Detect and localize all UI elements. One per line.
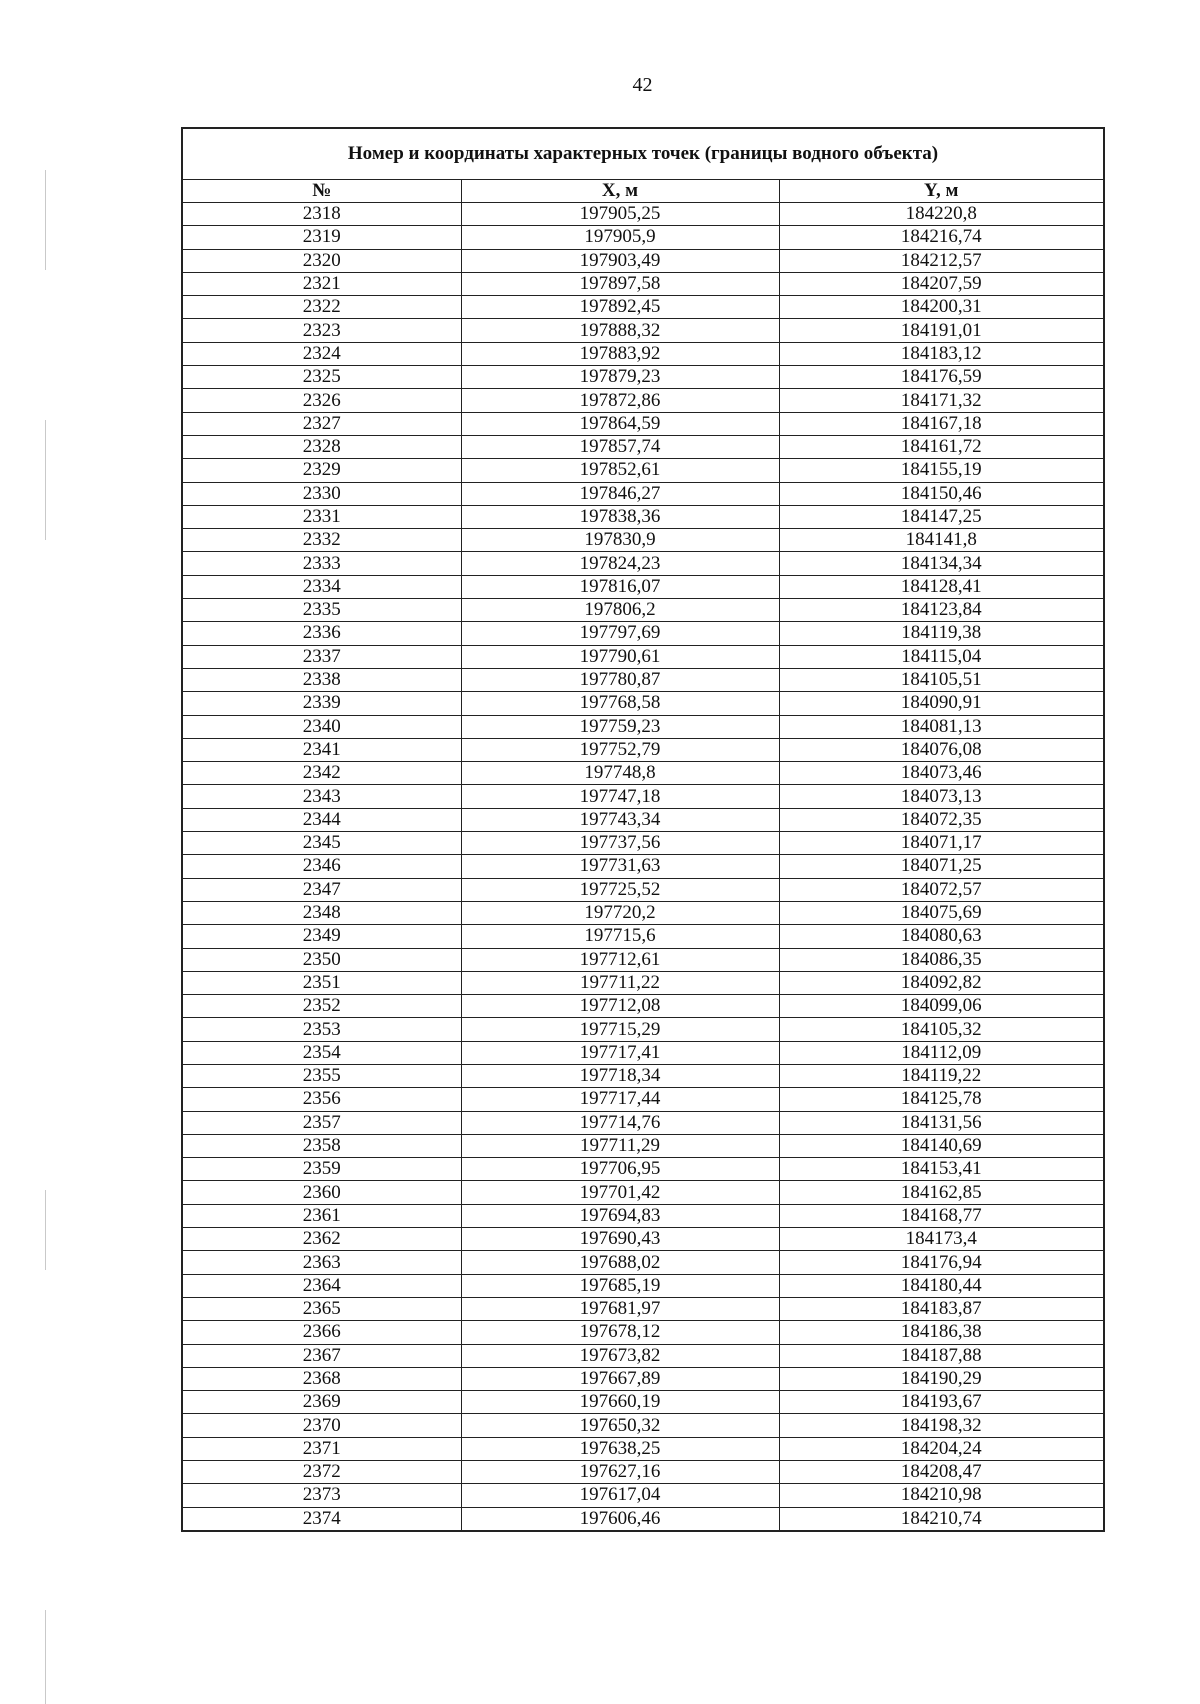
y-coordinate: 184090,91: [779, 692, 1104, 715]
point-number: 2333: [182, 552, 461, 575]
x-coordinate: 197731,63: [461, 855, 779, 878]
table-row: [182, 575, 1104, 598]
y-coordinate: 184147,25: [779, 505, 1104, 528]
x-coordinate: 197824,23: [461, 552, 779, 575]
y-coordinate: 184171,32: [779, 389, 1104, 412]
y-coordinate: 184105,51: [779, 668, 1104, 691]
point-number: 2368: [182, 1367, 461, 1390]
x-coordinate: 197617,04: [461, 1484, 779, 1507]
x-coordinate: 197715,29: [461, 1018, 779, 1041]
table-row: [182, 692, 1104, 715]
y-coordinate: 184190,29: [779, 1367, 1104, 1390]
point-number: 2372: [182, 1461, 461, 1484]
table-row: [182, 1111, 1104, 1134]
point-number: 2345: [182, 832, 461, 855]
y-coordinate: 184134,34: [779, 552, 1104, 575]
y-coordinate: 184204,24: [779, 1437, 1104, 1460]
point-number: 2349: [182, 925, 461, 948]
table-row: [182, 855, 1104, 878]
x-coordinate: 197714,76: [461, 1111, 779, 1134]
y-coordinate: 184099,06: [779, 995, 1104, 1018]
y-coordinate: 184123,84: [779, 599, 1104, 622]
x-coordinate: 197711,29: [461, 1134, 779, 1157]
table-row: [182, 1367, 1104, 1390]
x-coordinate: 197797,69: [461, 622, 779, 645]
x-coordinate: 197780,87: [461, 668, 779, 691]
x-coordinate: 197638,25: [461, 1437, 779, 1460]
y-coordinate: 184168,77: [779, 1204, 1104, 1227]
table-row: [182, 668, 1104, 691]
table-row: [182, 808, 1104, 831]
table-row: [182, 925, 1104, 948]
y-coordinate: 184150,46: [779, 482, 1104, 505]
point-number: 2353: [182, 1018, 461, 1041]
y-coordinate: 184131,56: [779, 1111, 1104, 1134]
table-row: [182, 389, 1104, 412]
table-row: [182, 948, 1104, 971]
y-coordinate: 184073,13: [779, 785, 1104, 808]
x-coordinate: 197768,58: [461, 692, 779, 715]
x-coordinate: 197688,02: [461, 1251, 779, 1274]
x-coordinate: 197905,9: [461, 226, 779, 249]
point-number: 2326: [182, 389, 461, 412]
table-row: [182, 412, 1104, 435]
y-coordinate: 184198,32: [779, 1414, 1104, 1437]
page-number: 42: [632, 74, 653, 96]
point-number: 2347: [182, 878, 461, 901]
x-coordinate: 197711,22: [461, 971, 779, 994]
y-coordinate: 184140,69: [779, 1134, 1104, 1157]
table-row: [182, 1064, 1104, 1087]
point-number: 2346: [182, 855, 461, 878]
x-coordinate: 197888,32: [461, 319, 779, 342]
table-row: [182, 366, 1104, 389]
point-number: 2363: [182, 1251, 461, 1274]
point-number: 2337: [182, 645, 461, 668]
table-row: [182, 1041, 1104, 1064]
table-row: [182, 971, 1104, 994]
point-number: 2348: [182, 901, 461, 924]
x-coordinate: 197650,32: [461, 1414, 779, 1437]
table-row: [182, 785, 1104, 808]
x-coordinate: 197747,18: [461, 785, 779, 808]
table-row: [182, 1391, 1104, 1414]
y-coordinate: 184071,25: [779, 855, 1104, 878]
x-coordinate: 197660,19: [461, 1391, 779, 1414]
x-coordinate: 197864,59: [461, 412, 779, 435]
x-coordinate: 197857,74: [461, 435, 779, 458]
y-coordinate: 184183,87: [779, 1297, 1104, 1320]
x-coordinate: 197720,2: [461, 901, 779, 924]
point-number: 2335: [182, 599, 461, 622]
x-coordinate: 197846,27: [461, 482, 779, 505]
y-coordinate: 184119,38: [779, 622, 1104, 645]
point-number: 2340: [182, 715, 461, 738]
table-row: [182, 645, 1104, 668]
table-row: [182, 529, 1104, 552]
x-coordinate: 197712,08: [461, 995, 779, 1018]
table-row: [182, 1414, 1104, 1437]
y-coordinate: 184092,82: [779, 971, 1104, 994]
x-coordinate: 197685,19: [461, 1274, 779, 1297]
y-coordinate: 184183,12: [779, 342, 1104, 365]
point-number: 2323: [182, 319, 461, 342]
y-coordinate: 184115,04: [779, 645, 1104, 668]
point-number: 2327: [182, 412, 461, 435]
table-row: [182, 459, 1104, 482]
table-row: [182, 1344, 1104, 1367]
x-coordinate: 197879,23: [461, 366, 779, 389]
y-coordinate: 184155,19: [779, 459, 1104, 482]
y-coordinate: 184072,35: [779, 808, 1104, 831]
y-coordinate: 184076,08: [779, 738, 1104, 761]
table-row: [182, 1134, 1104, 1157]
y-coordinate: 184112,09: [779, 1041, 1104, 1064]
point-number: 2366: [182, 1321, 461, 1344]
table-row: [182, 1204, 1104, 1227]
point-number: 2328: [182, 435, 461, 458]
point-number: 2338: [182, 668, 461, 691]
y-coordinate: 184072,57: [779, 878, 1104, 901]
point-number: 2329: [182, 459, 461, 482]
y-coordinate: 184216,74: [779, 226, 1104, 249]
table-row: [182, 1461, 1104, 1484]
point-number: 2373: [182, 1484, 461, 1507]
y-coordinate: 184186,38: [779, 1321, 1104, 1344]
table-row: [182, 552, 1104, 575]
y-coordinate: 184105,32: [779, 1018, 1104, 1041]
y-coordinate: 184081,13: [779, 715, 1104, 738]
point-number: 2359: [182, 1158, 461, 1181]
y-coordinate: 184208,47: [779, 1461, 1104, 1484]
x-coordinate: 197743,34: [461, 808, 779, 831]
coordinates-table: [181, 127, 1105, 1532]
x-coordinate: 197706,95: [461, 1158, 779, 1181]
scan-artifact: [45, 1190, 46, 1270]
point-number: 2357: [182, 1111, 461, 1134]
x-coordinate: 197759,23: [461, 715, 779, 738]
x-coordinate: 197903,49: [461, 249, 779, 272]
y-coordinate: 184080,63: [779, 925, 1104, 948]
table-row: [182, 901, 1104, 924]
point-number: 2355: [182, 1064, 461, 1087]
x-coordinate: 197627,16: [461, 1461, 779, 1484]
point-number: 2371: [182, 1437, 461, 1460]
y-coordinate: 184207,59: [779, 272, 1104, 295]
table-body: [182, 203, 1104, 1531]
x-coordinate: 197806,2: [461, 599, 779, 622]
column-header-x: X, м: [461, 180, 779, 203]
point-number: 2334: [182, 575, 461, 598]
y-coordinate: 184210,98: [779, 1484, 1104, 1507]
point-number: 2374: [182, 1507, 461, 1531]
table-row: [182, 1437, 1104, 1460]
table-title: Номер и координаты характерных точек (границы водного объекта): [182, 128, 1104, 180]
table-row: [182, 1507, 1104, 1531]
point-number: 2331: [182, 505, 461, 528]
y-coordinate: 184125,78: [779, 1088, 1104, 1111]
table-row: [182, 622, 1104, 645]
table-row: [182, 1181, 1104, 1204]
y-coordinate: 184141,8: [779, 529, 1104, 552]
x-coordinate: 197690,43: [461, 1228, 779, 1251]
x-coordinate: 197905,25: [461, 203, 779, 226]
x-coordinate: 197678,12: [461, 1321, 779, 1344]
table-row: [182, 1088, 1104, 1111]
point-number: 2358: [182, 1134, 461, 1157]
table-row: [182, 1251, 1104, 1274]
table-row: [182, 832, 1104, 855]
table-row: [182, 1228, 1104, 1251]
point-number: 2324: [182, 342, 461, 365]
y-coordinate: 184193,67: [779, 1391, 1104, 1414]
y-coordinate: 184086,35: [779, 948, 1104, 971]
table-row: [182, 203, 1104, 226]
point-number: 2344: [182, 808, 461, 831]
table-row: [182, 272, 1104, 295]
x-coordinate: 197667,89: [461, 1367, 779, 1390]
table-row: [182, 599, 1104, 622]
table-row: [182, 505, 1104, 528]
point-number: 2352: [182, 995, 461, 1018]
y-coordinate: 184176,94: [779, 1251, 1104, 1274]
x-coordinate: 197748,8: [461, 762, 779, 785]
x-coordinate: 197694,83: [461, 1204, 779, 1227]
point-number: 2350: [182, 948, 461, 971]
x-coordinate: 197718,34: [461, 1064, 779, 1087]
x-coordinate: 197790,61: [461, 645, 779, 668]
point-number: 2341: [182, 738, 461, 761]
x-coordinate: 197737,56: [461, 832, 779, 855]
y-coordinate: 184128,41: [779, 575, 1104, 598]
y-coordinate: 184210,74: [779, 1507, 1104, 1531]
point-number: 2321: [182, 272, 461, 295]
x-coordinate: 197830,9: [461, 529, 779, 552]
x-coordinate: 197816,07: [461, 575, 779, 598]
x-coordinate: 197872,86: [461, 389, 779, 412]
x-coordinate: 197897,58: [461, 272, 779, 295]
table-row: [182, 482, 1104, 505]
y-coordinate: 184176,59: [779, 366, 1104, 389]
table-row: [182, 1321, 1104, 1344]
table-row: [182, 342, 1104, 365]
table-row: [182, 738, 1104, 761]
point-number: 2325: [182, 366, 461, 389]
point-number: 2319: [182, 226, 461, 249]
point-number: 2343: [182, 785, 461, 808]
x-coordinate: 197712,61: [461, 948, 779, 971]
x-coordinate: 197701,42: [461, 1181, 779, 1204]
table-row: [182, 1018, 1104, 1041]
point-number: 2351: [182, 971, 461, 994]
y-coordinate: 184073,46: [779, 762, 1104, 785]
x-coordinate: 197606,46: [461, 1507, 779, 1531]
y-coordinate: 184180,44: [779, 1274, 1104, 1297]
point-number: 2322: [182, 296, 461, 319]
point-number: 2367: [182, 1344, 461, 1367]
table-row: [182, 762, 1104, 785]
x-coordinate: 197838,36: [461, 505, 779, 528]
column-header-y: Y, м: [779, 180, 1104, 203]
y-coordinate: 184200,31: [779, 296, 1104, 319]
y-coordinate: 184212,57: [779, 249, 1104, 272]
point-number: 2354: [182, 1041, 461, 1064]
point-number: 2339: [182, 692, 461, 715]
x-coordinate: 197715,6: [461, 925, 779, 948]
y-coordinate: 184173,4: [779, 1228, 1104, 1251]
point-number: 2362: [182, 1228, 461, 1251]
table-row: [182, 1484, 1104, 1507]
y-coordinate: 184161,72: [779, 435, 1104, 458]
x-coordinate: 197673,82: [461, 1344, 779, 1367]
x-coordinate: 197681,97: [461, 1297, 779, 1320]
x-coordinate: 197717,44: [461, 1088, 779, 1111]
y-coordinate: 184071,17: [779, 832, 1104, 855]
table-row: [182, 435, 1104, 458]
point-number: 2369: [182, 1391, 461, 1414]
table-row: [182, 715, 1104, 738]
column-header-number: №: [182, 180, 461, 203]
scan-artifact: [45, 420, 46, 540]
table-row: [182, 1297, 1104, 1320]
point-number: 2370: [182, 1414, 461, 1437]
point-number: 2360: [182, 1181, 461, 1204]
point-number: 2332: [182, 529, 461, 552]
x-coordinate: 197892,45: [461, 296, 779, 319]
point-number: 2361: [182, 1204, 461, 1227]
table-row: [182, 995, 1104, 1018]
scan-artifact: [45, 1610, 46, 1704]
x-coordinate: 197883,92: [461, 342, 779, 365]
point-number: 2336: [182, 622, 461, 645]
y-coordinate: 184075,69: [779, 901, 1104, 924]
table-row: [182, 1158, 1104, 1181]
point-number: 2330: [182, 482, 461, 505]
y-coordinate: 184167,18: [779, 412, 1104, 435]
table-row: [182, 878, 1104, 901]
table-row: [182, 249, 1104, 272]
scan-artifact: [45, 170, 46, 270]
y-coordinate: 184119,22: [779, 1064, 1104, 1087]
y-coordinate: 184191,01: [779, 319, 1104, 342]
table-row: [182, 296, 1104, 319]
point-number: 2320: [182, 249, 461, 272]
point-number: 2364: [182, 1274, 461, 1297]
point-number: 2342: [182, 762, 461, 785]
point-number: 2318: [182, 203, 461, 226]
x-coordinate: 197725,52: [461, 878, 779, 901]
y-coordinate: 184153,41: [779, 1158, 1104, 1181]
x-coordinate: 197752,79: [461, 738, 779, 761]
point-number: 2356: [182, 1088, 461, 1111]
x-coordinate: 197852,61: [461, 459, 779, 482]
x-coordinate: 197717,41: [461, 1041, 779, 1064]
y-coordinate: 184162,85: [779, 1181, 1104, 1204]
table-row: [182, 226, 1104, 249]
table-row: [182, 1274, 1104, 1297]
table-row: [182, 319, 1104, 342]
y-coordinate: 184187,88: [779, 1344, 1104, 1367]
y-coordinate: 184220,8: [779, 203, 1104, 226]
point-number: 2365: [182, 1297, 461, 1320]
